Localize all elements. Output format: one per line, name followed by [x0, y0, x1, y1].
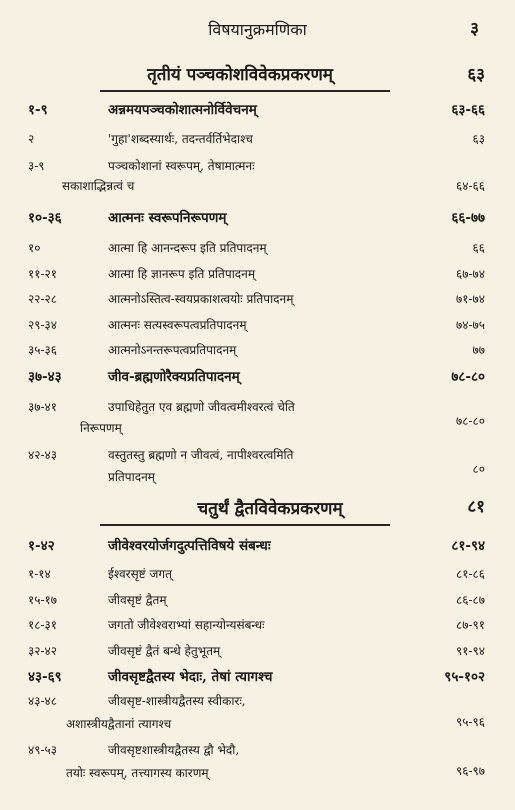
section-page: ६३ [467, 65, 485, 85]
entry-pages: ६४-६६ [455, 179, 485, 193]
entry-text: वस्तुतस्तु ब्रह्मणो न जीवत्वं, नापीश्वरत्वमिति [108, 448, 294, 462]
entry-range: ३७-४३ [28, 369, 62, 385]
entry-range: ११-२१ [28, 267, 58, 281]
entry-range: ३५-३६ [28, 343, 58, 357]
entry-text: जीवसृष्टद्वैतस्य भेदाः, तेषां त्यागश्च [108, 669, 273, 685]
entry-text: जीव-ब्रह्मणोरैक्यप्रतिपादनम् [108, 369, 240, 385]
entry-pages: ७८-८० [455, 414, 485, 428]
section-title: तृतीयं पञ्चकोशविवेकप्रकरणम् [147, 65, 333, 85]
entry-text: आत्मा हि आनन्दरूप इति प्रतिपादनम् [108, 241, 267, 255]
entry-range: १-४२ [28, 538, 55, 554]
page-number: ३ [470, 19, 479, 39]
entry-range: १०-३६ [28, 210, 62, 226]
entry-pages: ६७-७४ [455, 267, 485, 281]
entry-range: १५-१७ [28, 593, 58, 607]
entry-pages: ६६-७७ [451, 210, 485, 226]
entry-range: २ [28, 132, 35, 146]
entry-text: अन्नमयपञ्चकोशात्मनोर्विवेचनम् [108, 102, 257, 118]
entry-pages: ८१-८६ [455, 567, 485, 581]
entry-pages: ६३-६६ [451, 102, 485, 118]
section-title: चतुर्थं द्वैतविवेकप्रकरणम् [197, 499, 343, 519]
entry-pages: ८० [472, 462, 485, 476]
entry-text: जीवसृष्टं द्वैतं बन्धे हेतुभूतम् [108, 644, 221, 658]
entry-text: जीवसृष्टं द्वैतम् [108, 593, 167, 607]
entry-range: ३२-४२ [28, 644, 58, 658]
entry-range: ४२-४३ [28, 448, 58, 462]
entry-text-continued: प्रतिपादनम् [108, 470, 155, 484]
entry-text: आत्मनोऽनन्तरूपत्वप्रतिपादनम् [108, 343, 237, 357]
entry-pages: ७१-७४ [455, 292, 485, 306]
section-page: ८१ [467, 497, 485, 517]
entry-text: 'गुहा'शब्दस्यार्थः, तदन्तर्वर्तिभेदाश्च [108, 132, 253, 146]
entry-range: २९-३४ [28, 318, 58, 332]
entry-range: २२-२८ [28, 292, 58, 306]
entry-range: ४३-४८ [28, 694, 58, 708]
section-rule [100, 524, 390, 526]
entry-pages: ९६-९७ [455, 764, 485, 778]
entry-range: १-१४ [28, 567, 51, 581]
entry-text: ईश्वरसृष्टं जगत् [108, 567, 173, 581]
entry-range: १-९ [28, 102, 48, 118]
entry-pages: ९१-९४ [455, 644, 485, 658]
entry-pages: ८१-९४ [451, 538, 485, 554]
entry-text: आत्मा हि ज्ञानरूप इति प्रतिपादनम् [108, 267, 256, 281]
entry-pages: ९५-९६ [455, 715, 485, 729]
page-header-title: विषयानुक्रमणिका [208, 20, 307, 39]
entry-text: आत्मनः स्वरूपनिरूपणम् [108, 210, 227, 226]
entry-range: ४९-५३ [28, 743, 58, 757]
entry-text-continued: सकाशाद्भिन्नत्वं च [62, 179, 135, 193]
entry-text-continued: अशास्त्रीयद्वैतानां त्यागश्च [66, 717, 172, 731]
entry-text: जगतो जीवेश्वराभ्यां सहान्योन्यसंबन्धः [108, 618, 265, 632]
entry-pages: ७८-८० [451, 369, 485, 385]
entry-pages: ८६-८७ [455, 593, 485, 607]
section-rule [100, 90, 390, 92]
entry-pages: ७४-७५ [455, 318, 485, 332]
entry-text: जीवेश्वरयोर्जगदुत्पत्तिविषये संबन्धः [108, 538, 271, 554]
entry-pages: ७७ [472, 343, 485, 357]
entry-range: ४३-६९ [28, 669, 62, 685]
entry-pages: ६३ [472, 132, 485, 146]
entry-text: आत्मनोऽस्तित्व-स्वयप्रकाशत्वयोः प्रतिपादनम् [108, 292, 294, 306]
entry-range: ३-९ [28, 159, 45, 173]
entry-pages: ८७-९१ [455, 618, 485, 632]
entry-text-continued: तयोः स्वरूपम्, तत्त्यागस्य कारणम् [66, 766, 209, 780]
entry-text: आत्मनः सत्यस्वरूपत्वप्रतिपादनम् [108, 318, 247, 332]
entry-text: उपाधिहेतुत एव ब्रह्मणो जीवत्वमीश्वरत्वं चेति [108, 400, 295, 414]
entry-text: जीवसृष्टशास्त्रीयद्वैतस्य द्वौ भेदौ, [108, 743, 240, 757]
entry-text: पञ्चकोशानां स्वरूपम्, तेषामात्मनः [108, 159, 255, 173]
entry-text-continued: निरूपणम् [80, 421, 122, 435]
entry-pages: ६६ [472, 241, 485, 255]
entry-range: १८-३१ [28, 618, 58, 632]
entry-range: १० [28, 241, 41, 255]
entry-range: ३७-४१ [28, 400, 58, 414]
entry-text: जीवसृष्ट-शास्त्रीयद्वैतस्य स्वीकारः, [108, 694, 246, 708]
entry-pages: ९५-१०२ [444, 669, 485, 685]
